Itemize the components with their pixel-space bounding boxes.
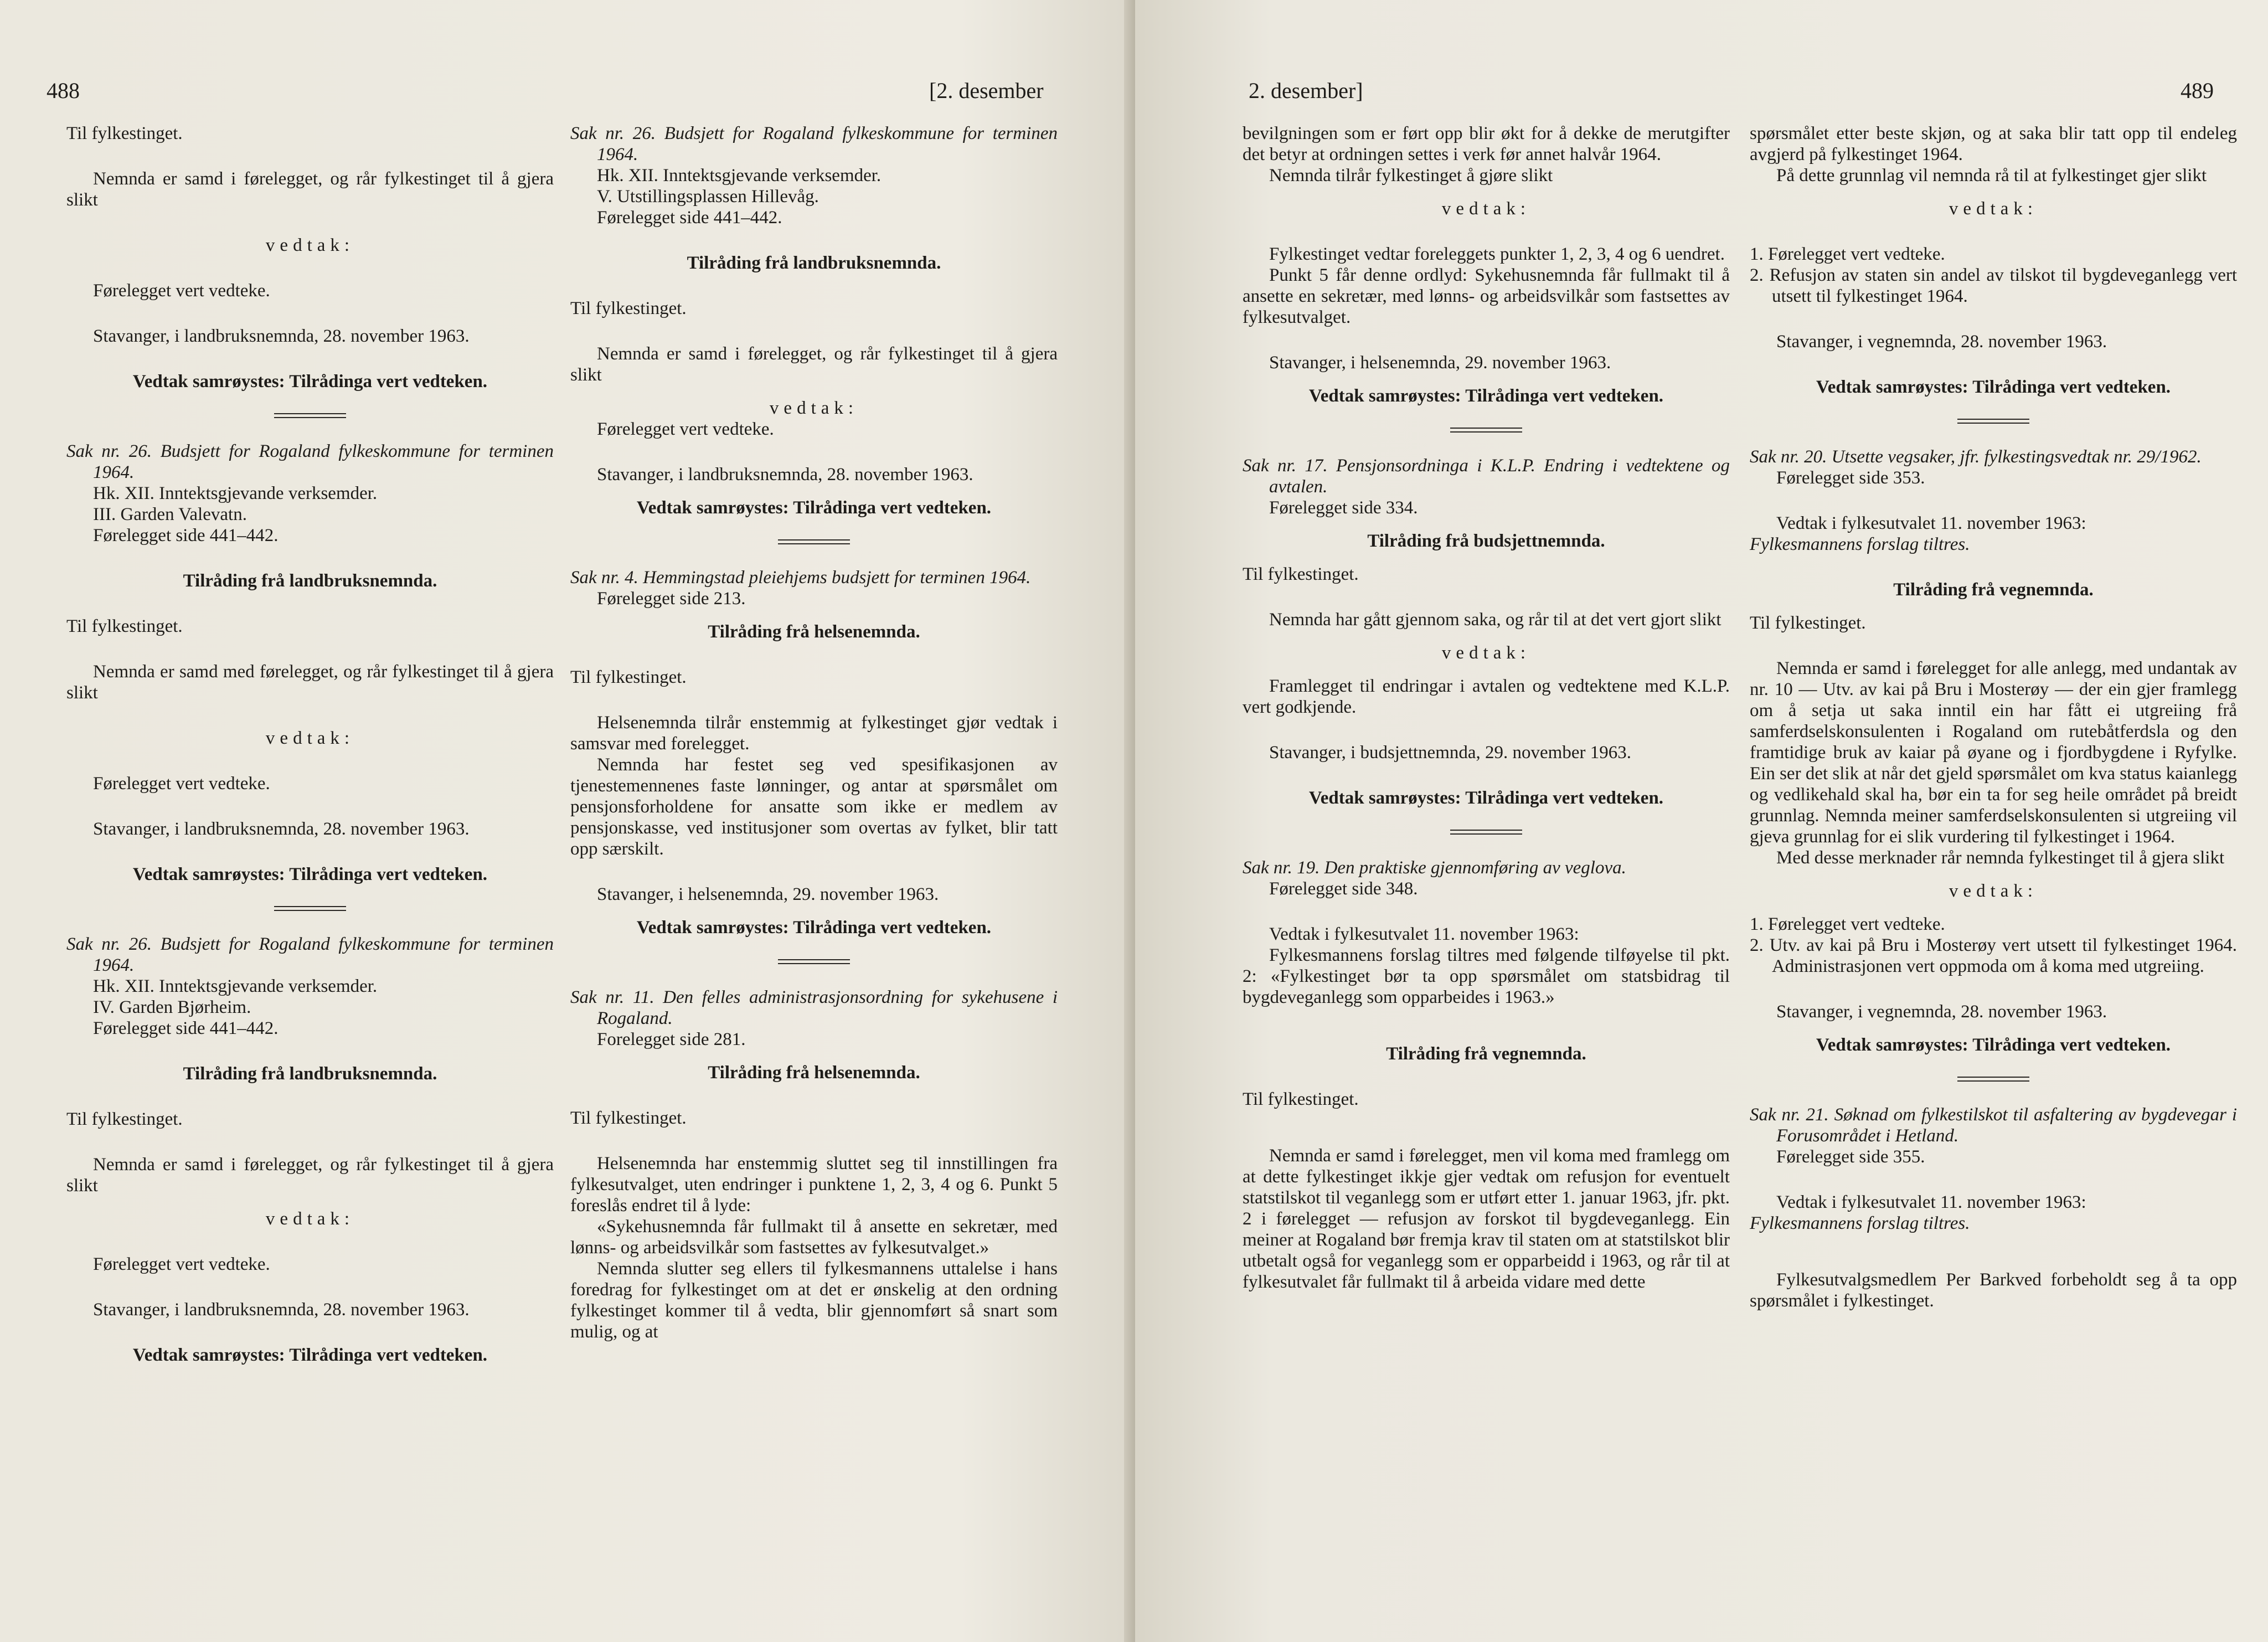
- section-heading: Tilråding frå landbruksnemnda.: [183, 1064, 437, 1084]
- paragraph: Stavanger, i vegnemnda, 28. november 1963.: [1776, 1002, 2107, 1022]
- paragraph: IV. Garden Bjørheim.: [93, 997, 251, 1017]
- vedtak-label: vedtak:: [265, 728, 355, 748]
- paragraph: Vedtak i fylkesutvalet 11. november 1963:: [1776, 513, 2086, 533]
- paragraph: Nemnda er samd i førelegget for alle anlegg, med undantak av nr. 10 — Utv. av kai på Bru i Mosterøy — der ein gjer framlegg om å setja ut saka inntil ein har fått ei utgreiing frå samferdselskonsulenten i Rogaland om rutebåtferdsla og den framtidige bruk av kaiar på øyane og i fjordbygdene i Ryfylke. Ein ser det slik at når det gjeld spørsmålet om kva status kaianlegg og vedlikehald skal ha, bør ein ta for seg heile området på breidt grunnlag. Nemnda meiner samferdselskonsulenten si utgreiing vil gjeva grunnlag for ei slik vurdering til fylkestinget i 1964.: [1750, 658, 2237, 847]
- section-heading: Tilråding frå helsenemnda.: [708, 622, 920, 642]
- paragraph: Nemnda er samd i førelegget, og rår fylkestinget til å gjera slikt: [66, 169, 554, 210]
- paragraph: Nemnda er samd i førelegget, men vil koma med framlegg om at dette fylkestinget ikkje gjer vedtak om refusjon for eventuelt statstilskot til veganlegg som er utført etter 1. januar 1963, jfr. pkt. 2 i førelegget — refusjon av forskot til bygdeveganlegg. Ein meiner at Rogaland bør fremja krav til staten om at statstilskot blir utbetalt også for veganlegg som er opparbeidd i 1963, og rår til at fylkesutvalet får fullmakt til å arbeida vidare med dette: [1243, 1146, 1730, 1292]
- paragraph: Nemnda slutter seg ellers til fylkesmannens uttalelse i hans foredrag for fylkestinget om at det er ønskelig at den ordning fylkestinget kommer til å vedta, blir gjennomført så snart som mulig, og at: [570, 1259, 1058, 1342]
- vedtak-label: vedtak:: [1949, 881, 2038, 901]
- running-head-left: [2. desember: [929, 78, 1044, 103]
- vedtak-label: vedtak:: [1949, 199, 2038, 219]
- section-heading: Vedtak samrøystes: Tilrådinga vert vedteken.: [636, 498, 992, 518]
- section-divider: [778, 539, 850, 541]
- vedtak-label: vedtak:: [769, 398, 859, 418]
- section-divider: [778, 959, 850, 960]
- paragraph: Hk. XII. Inntektsgjevande verksemder.: [93, 483, 378, 503]
- paragraph: Vedtak i fylkesutvalet 11. november 1963:: [1269, 924, 1579, 944]
- left-page-column-1: [66, 123, 554, 1366]
- paragraph: Helsenemnda har enstemmig sluttet seg til innstillingen fra fylkesutvalget, uten endringer i punktene 1, 2, 3, 4 og 6. Punkt 5 foreslås endret til å lyde:: [570, 1154, 1058, 1216]
- section-heading: Vedtak samrøystes: Tilrådinga vert vedteken.: [132, 864, 488, 884]
- section-divider: [1957, 419, 2029, 420]
- vedtak-label: vedtak:: [265, 235, 355, 255]
- paragraph: Med desse merknader rår nemnda fylkestinget til å gjera slikt: [1776, 848, 2225, 868]
- section-divider: [274, 906, 346, 907]
- paragraph: V. Utstillingsplassen Hillevåg.: [597, 187, 819, 207]
- paragraph: Stavanger, i helsenemnda, 29. november 1963.: [1269, 353, 1611, 373]
- paragraph: «Sykehusnemnda får fullmakt til å ansette en sekretær, med lønns- og arbeidsvilkår som fastsettes av fylkesutvalget.»: [570, 1217, 1058, 1258]
- section-divider: [1957, 1077, 2029, 1078]
- section-heading: Vedtak samrøystes: Tilrådinga vert vedteken.: [636, 918, 992, 938]
- paragraph: Til fylkestinget.: [1243, 564, 1359, 584]
- section-heading: Vedtak samrøystes: Tilrådinga vert vedteken.: [1816, 1035, 2171, 1055]
- paragraph: Stavanger, i landbruksnemnda, 28. november 1963.: [93, 326, 470, 346]
- section-divider: [1450, 830, 1522, 831]
- section-heading: Vedtak samrøystes: Tilrådinga vert vedteken.: [1816, 377, 2171, 397]
- paragraph: Nemnda er samd i førelegget, og rår fylkestinget til å gjera slikt: [570, 344, 1058, 385]
- paragraph: Stavanger, i landbruksnemnda, 28. november 1963.: [93, 1300, 470, 1320]
- vedtak-label: vedtak:: [265, 1209, 355, 1229]
- paragraph: Førelegget side 348.: [1269, 879, 1418, 899]
- paragraph: Fylkesmannens forslag tiltres.: [1750, 1213, 1970, 1233]
- running-head-right: 2. desember]: [1249, 78, 1363, 103]
- paragraph: III. Garden Valevatn.: [93, 505, 247, 524]
- paragraph: 1. Førelegget vert vedteke.: [1750, 244, 1945, 264]
- paragraph: Vedtak i fylkesutvalet 11. november 1963:: [1776, 1192, 2086, 1212]
- paragraph: Førelegget side 441–442.: [93, 1018, 279, 1038]
- section-divider: [1450, 428, 1522, 429]
- paragraph: Forelegget side 281.: [597, 1030, 746, 1049]
- paragraph: Til fylkestinget.: [66, 123, 183, 143]
- paragraph: Nemnda er samd med førelegget, og rår fylkestinget til å gjera slikt: [66, 662, 554, 703]
- paragraph: Til fylkestinget.: [1243, 1089, 1359, 1109]
- section-heading: Vedtak samrøystes: Tilrådinga vert vedteken.: [132, 372, 488, 392]
- paragraph: Førelegget vert vedteke.: [93, 774, 270, 794]
- paragraph: Punkt 5 får denne ordlyd: Sykehusnemnda får fullmakt til å ansette en sekretær, med lønns- og arbeidsvilkår som fastsettes av fylkesutvalget.: [1243, 265, 1730, 327]
- paragraph: Stavanger, i vegnemnda, 28. november 1963.: [1776, 332, 2107, 352]
- right-page-column-1: [1243, 123, 1730, 1293]
- case-title: Sak nr. 17. Pensjonsordninga i K.L.P. Endring i vedtektene og avtalen.: [1243, 456, 1730, 497]
- paragraph: Framlegget til endringar i avtalen og vedtektene med K.L.P. vert godkjende.: [1243, 676, 1730, 717]
- paragraph: Til fylkestinget.: [66, 616, 183, 636]
- case-title: Sak nr. 21. Søknad om fylkestilskot til asfaltering av bygdevegar i Forusområdet i Hetland.: [1750, 1105, 2237, 1146]
- case-title: Sak nr. 26. Budsjett for Rogaland fylkeskommune for terminen 1964.: [570, 123, 1058, 164]
- paragraph: Helsenemnda tilrår enstemmig at fylkestinget gjør vedtak i samsvar med forelegget.: [570, 713, 1058, 754]
- paragraph: Fylkestinget vedtar foreleggets punkter 1, 2, 3, 4 og 6 uendret.: [1269, 244, 1725, 264]
- paragraph: Fylkesmannens forslag tiltres.: [1750, 534, 1970, 554]
- paragraph: Førelegget side 213.: [597, 589, 746, 609]
- page-number-left: 488: [47, 78, 80, 103]
- section-divider: [274, 413, 346, 414]
- paragraph: Nemnda har gått gjennom saka, og rår til at det vert gjort slikt: [1269, 610, 1721, 630]
- paragraph: Førelegget vert vedteke.: [93, 1254, 270, 1274]
- case-title: Sak nr. 4. Hemmingstad pleiehjems budsjett for terminen 1964.: [570, 568, 1031, 588]
- case-title: Sak nr. 11. Den felles administrasjonsordning for sykehusene i Rogaland.: [570, 987, 1058, 1028]
- paragraph: På dette grunnlag vil nemnda rå til at fylkestinget gjer slikt: [1776, 166, 2207, 186]
- paragraph: Til fylkestinget.: [1750, 613, 1866, 633]
- paragraph: Til fylkestinget.: [66, 1109, 183, 1129]
- section-heading: Vedtak samrøystes: Tilrådinga vert vedteken.: [1308, 788, 1664, 808]
- section-heading: Vedtak samrøystes: Tilrådinga vert vedteken.: [1308, 386, 1664, 406]
- paragraph: Fylkesmannens forslag tiltres med følgende tilføyelse til pkt. 2: «Fylkestinget bør ta opp spørsmålet om statsbidrag til bygdeveganlegg som opparbeides i 1963.»: [1243, 945, 1730, 1007]
- paragraph: Førelegget side 353.: [1776, 468, 1925, 488]
- case-title: Sak nr. 26. Budsjett for Rogaland fylkeskommune for terminen 1964.: [66, 934, 554, 975]
- case-title: Sak nr. 19. Den praktiske gjennomføring av veglova.: [1243, 858, 1626, 878]
- paragraph: Til fylkestinget.: [570, 667, 687, 687]
- right-page: [1135, 0, 2268, 1642]
- section-heading: Tilråding frå budsjettnemnda.: [1367, 531, 1605, 551]
- section-heading: Vedtak samrøystes: Tilrådinga vert vedteken.: [132, 1345, 488, 1365]
- section-heading: Tilråding frå vegnemnda.: [1893, 580, 2094, 600]
- paragraph: Nemnda er samd i førelegget, og rår fylkestinget til å gjera slikt: [66, 1155, 554, 1196]
- paragraph: Førelegget side 441–442.: [597, 208, 782, 228]
- paragraph: Førelegget side 334.: [1269, 498, 1418, 518]
- paragraph: Til fylkestinget.: [570, 298, 687, 318]
- paragraph: Stavanger, i helsenemnda, 29. november 1963.: [597, 884, 939, 904]
- paragraph: Stavanger, i budsjettnemnda, 29. november 1963.: [1269, 743, 1631, 763]
- paragraph: Førelegget side 441–442.: [93, 526, 279, 545]
- paragraph: bevilgningen som er ført opp blir økt for å dekke de merutgifter det betyr at ordningen settes i verk før annet halvår 1964.: [1243, 123, 1730, 164]
- paragraph: Stavanger, i landbruksnemnda, 28. november 1963.: [93, 819, 470, 839]
- section-heading: Tilråding frå landbruksnemnda.: [687, 253, 941, 273]
- section-heading: Tilråding frå landbruksnemnda.: [183, 571, 437, 591]
- paragraph: Førelegget side 355.: [1776, 1147, 1925, 1167]
- case-title: Sak nr. 20. Utsette vegsaker, jfr. fylkestingsvedtak nr. 29/1962.: [1750, 447, 2202, 467]
- left-page: [0, 0, 1130, 1642]
- case-title: Sak nr. 26. Budsjett for Rogaland fylkeskommune for terminen 1964.: [66, 441, 554, 482]
- section-heading: Tilråding frå vegnemnda.: [1386, 1044, 1586, 1064]
- page-number-right: 489: [2181, 78, 2214, 103]
- vedtak-label: vedtak:: [1441, 199, 1531, 219]
- paragraph: Førelegget vert vedteke.: [93, 281, 270, 301]
- paragraph: Til fylkestinget.: [570, 1108, 687, 1128]
- paragraph: Fylkesutvalgsmedlem Per Barkved forbeholdt seg å ta opp spørsmålet i fylkestinget.: [1750, 1270, 2237, 1311]
- paragraph: Førelegget vert vedteke.: [597, 419, 774, 439]
- paragraph: Nemnda tilrår fylkestinget å gjøre slikt: [1269, 166, 1553, 186]
- right-page-column-2: [1750, 123, 2237, 1311]
- paragraph: spørsmålet etter beste skjøn, og at saka blir tatt opp til endeleg avgjerd på fylkestinget 1964.: [1750, 123, 2237, 164]
- paragraph: Nemnda har festet seg ved spesifikasjonen av tjenestemennenes faste lønninger, og antar at spørsmålet om pensjonsforholdene for ansatte som ikke er medlem av pensjonskasse, ved institusjoner som overtas av fylket, blir tatt opp særskilt.: [570, 755, 1058, 859]
- vedtak-label: vedtak:: [1441, 643, 1531, 663]
- paragraph: 1. Førelegget vert vedteke.: [1750, 914, 1945, 934]
- paragraph: 2. Refusjon av staten sin andel av tilskot til bygdeveganlegg vert utsett til fylkestinget 1964.: [1750, 265, 2237, 306]
- paragraph: Hk. XII. Inntektsgjevande verksemder.: [597, 166, 882, 186]
- paragraph: Stavanger, i landbruksnemnda, 28. november 1963.: [597, 465, 973, 485]
- paragraph: Hk. XII. Inntektsgjevande verksemder.: [93, 976, 378, 996]
- left-page-column-2: [570, 123, 1058, 1342]
- paragraph: 2. Utv. av kai på Bru i Mosterøy vert utsett til fylkestinget 1964. Administrasjonen vert oppmoda om å koma med utgreiing.: [1750, 935, 2237, 976]
- section-heading: Tilråding frå helsenemnda.: [708, 1063, 920, 1083]
